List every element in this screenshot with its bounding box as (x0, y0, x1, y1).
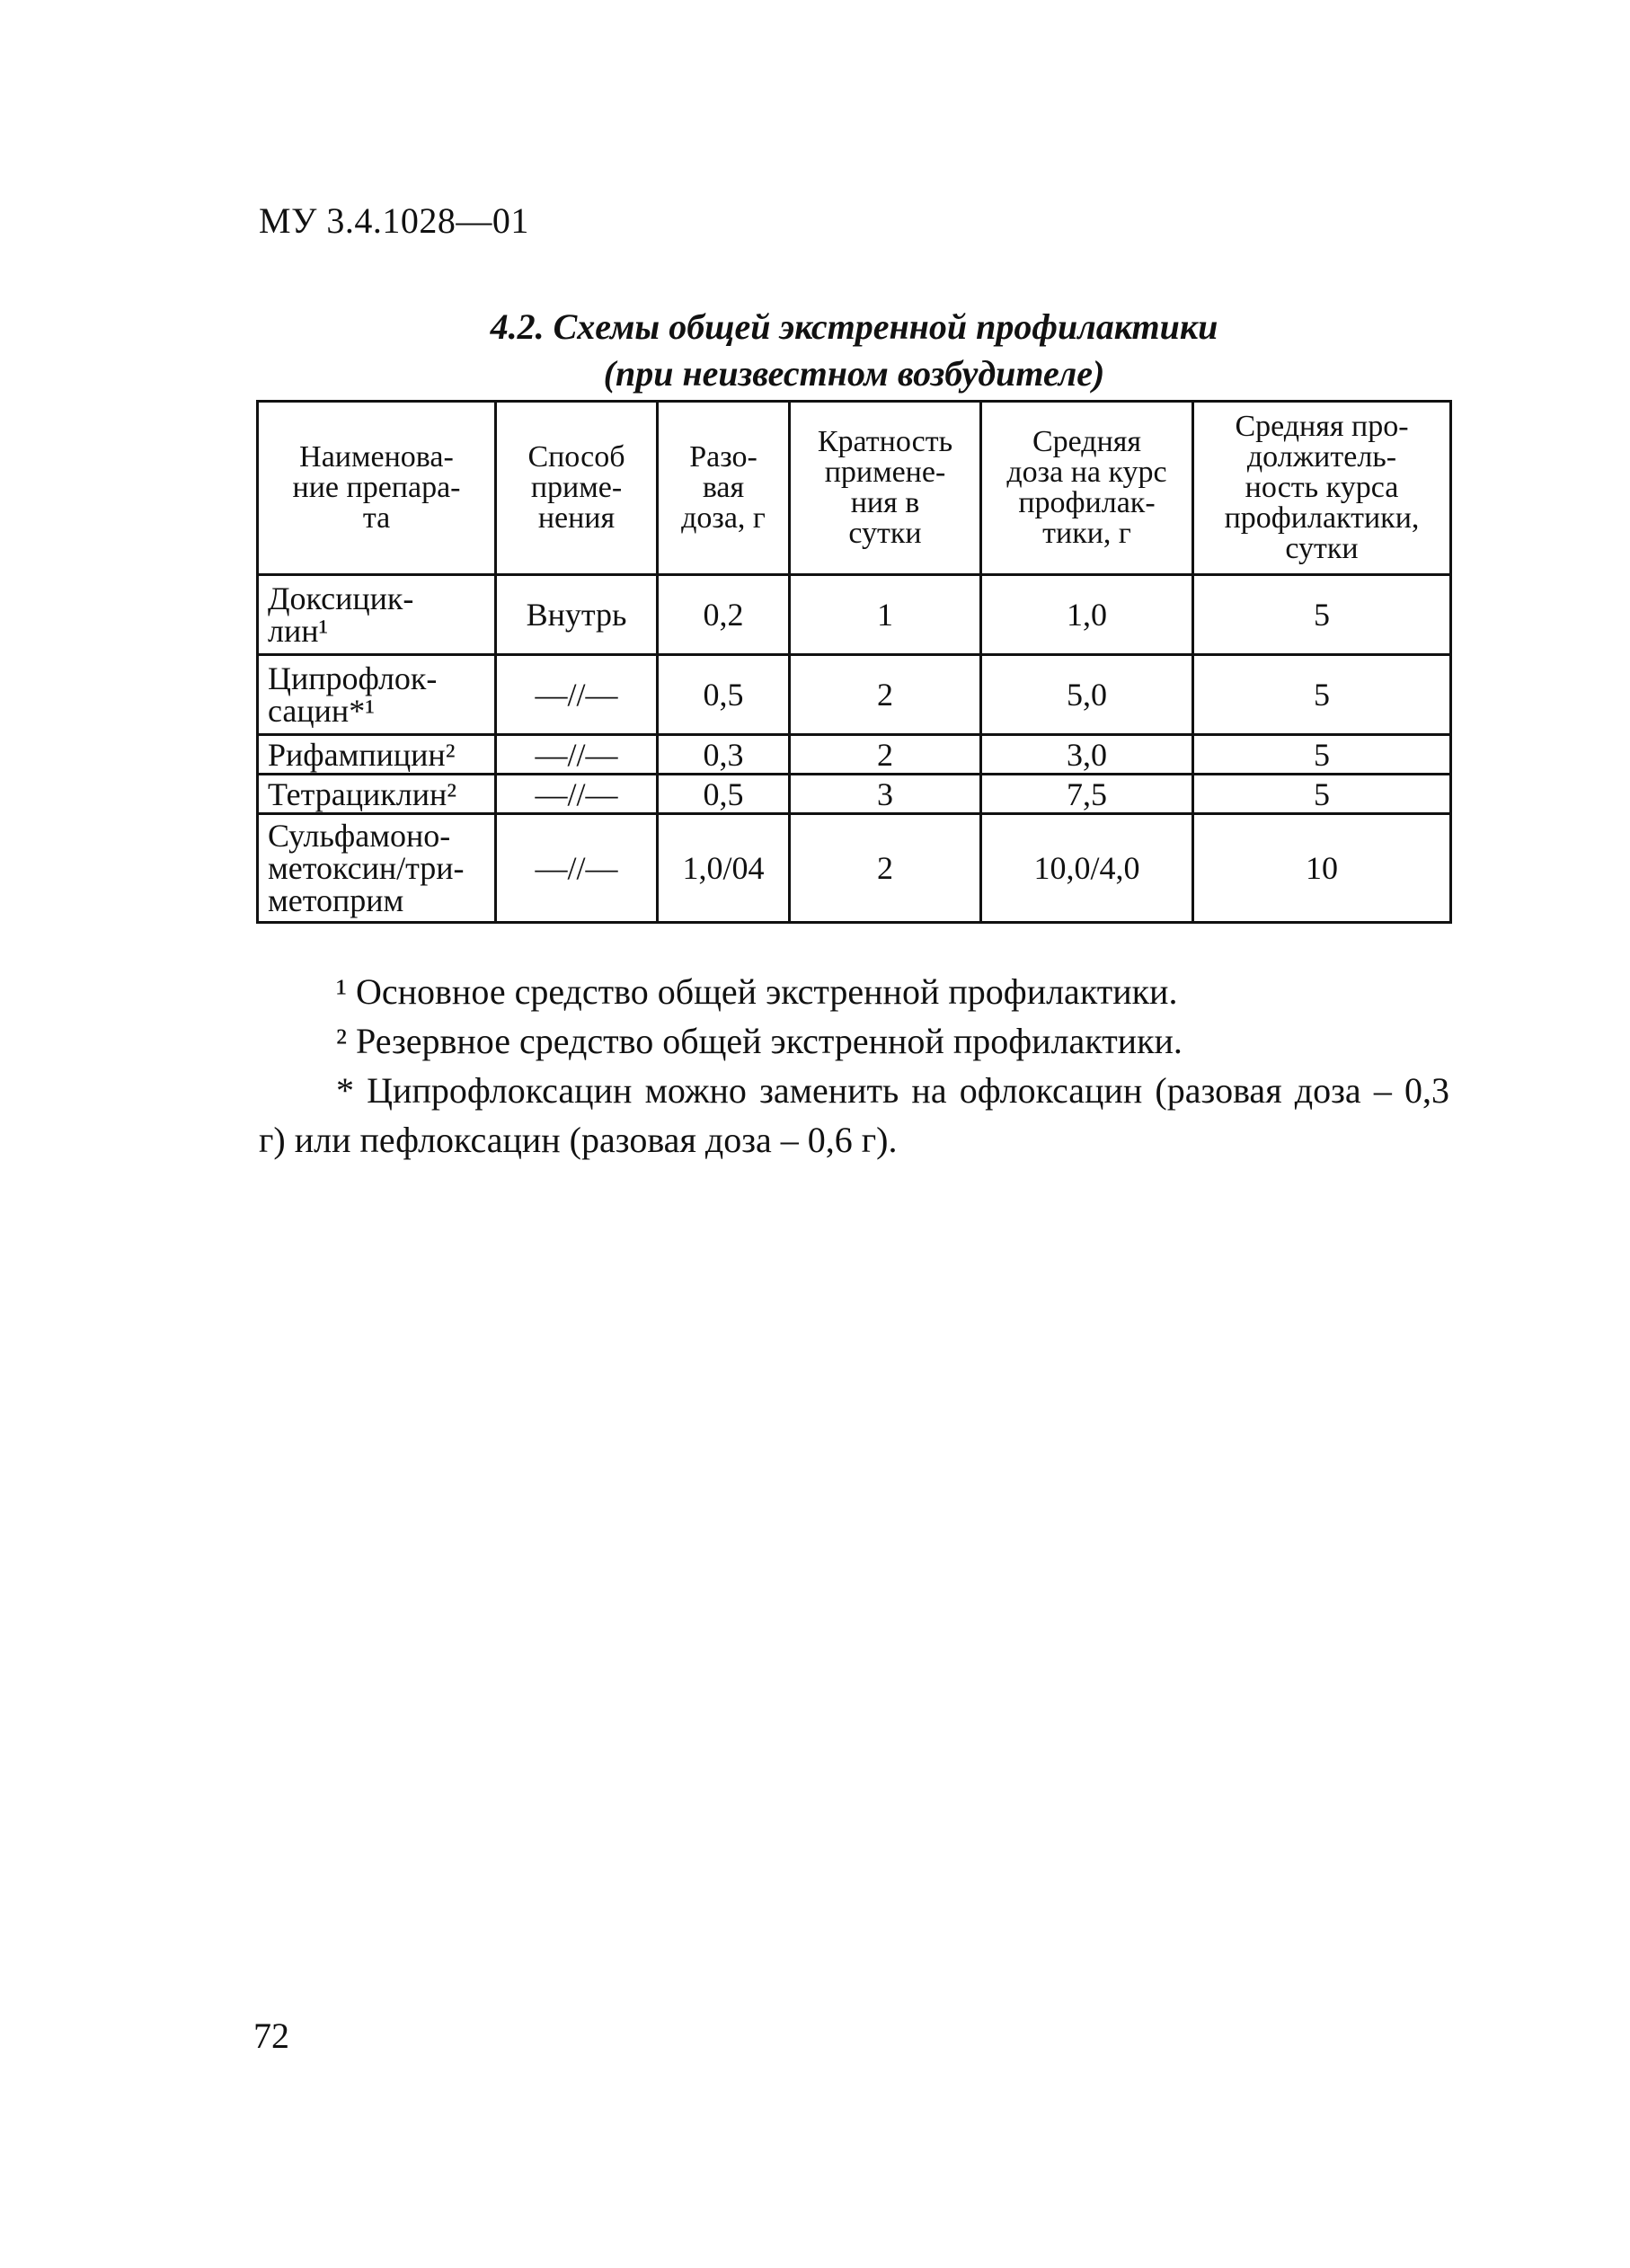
header-drug-name: Наименова- ние препара- та (258, 402, 496, 575)
cell-method: —//— (496, 735, 658, 775)
cell-method: —//— (496, 814, 658, 923)
cell-course-dose: 5,0 (981, 655, 1193, 735)
cell-course-dose: 7,5 (981, 775, 1193, 814)
footnotes (259, 967, 1449, 1165)
cell-duration: 5 (1193, 775, 1451, 814)
table-row (258, 655, 1451, 735)
cell-single-dose: 0,3 (658, 735, 790, 775)
prophylaxis-schemes-table (256, 400, 1452, 924)
cell-duration: 10 (1193, 814, 1451, 923)
header-method: Способ приме- нения (496, 402, 658, 575)
cell-frequency: 1 (790, 575, 981, 655)
footnote-reserve-agent: ² Резервное средство общей экстренной профилактики. (336, 1021, 1183, 1061)
page-number: 72 (253, 2016, 289, 2056)
cell-drug-name: Сульфамоно- метоксин/три- метоприм (258, 814, 496, 923)
cell-drug-name: Ципрофлок- сацин*¹ (258, 655, 496, 735)
header-single-dose: Разо- вая доза, г (658, 402, 790, 575)
cell-method: —//— (496, 655, 658, 735)
cell-single-dose: 1,0/04 (658, 814, 790, 923)
section-title-line-1: 4.2. Схемы общей экстренной профилактики (490, 306, 1218, 347)
document-code: МУ 3.4.1028—01 (259, 200, 529, 241)
header-duration: Средняя про- должитель- ность курса профилактики, сутки (1193, 402, 1451, 575)
table-header-row (258, 402, 1451, 575)
cell-single-dose: 0,2 (658, 575, 790, 655)
cell-frequency: 3 (790, 775, 981, 814)
table-row (258, 814, 1451, 923)
cell-course-dose: 1,0 (981, 575, 1193, 655)
table-row (258, 575, 1451, 655)
section-title-line-2: (при неизвестном возбудителе) (603, 353, 1105, 394)
cell-single-dose: 0,5 (658, 655, 790, 735)
cell-duration: 5 (1193, 735, 1451, 775)
cell-drug-name: Рифампицин² (258, 735, 496, 775)
cell-single-dose: 0,5 (658, 775, 790, 814)
table-row (258, 775, 1451, 814)
cell-drug-name: Тетрациклин² (258, 775, 496, 814)
section-title (259, 304, 1449, 397)
header-frequency: Кратность примене- ния в сутки (790, 402, 981, 575)
footnote-main-agent: ¹ Основное средство общей экстренной профилактики. (336, 971, 1178, 1012)
cell-course-dose: 10,0/4,0 (981, 814, 1193, 923)
cell-duration: 5 (1193, 575, 1451, 655)
footnote-ciprofloxacin-substitute: * Ципрофлоксацин можно заменить на офлоксацин (разовая доза – 0,3 г) или пефлоксацин (разовая доза – 0,6 г). (259, 1070, 1449, 1160)
cell-frequency: 2 (790, 735, 981, 775)
header-course-dose: Средняя доза на курс профилак- тики, г (981, 402, 1193, 575)
cell-method: Внутрь (496, 575, 658, 655)
cell-frequency: 2 (790, 814, 981, 923)
table-row (258, 735, 1451, 775)
cell-drug-name: Доксицик- лин¹ (258, 575, 496, 655)
cell-frequency: 2 (790, 655, 981, 735)
cell-duration: 5 (1193, 655, 1451, 735)
cell-method: —//— (496, 775, 658, 814)
cell-course-dose: 3,0 (981, 735, 1193, 775)
